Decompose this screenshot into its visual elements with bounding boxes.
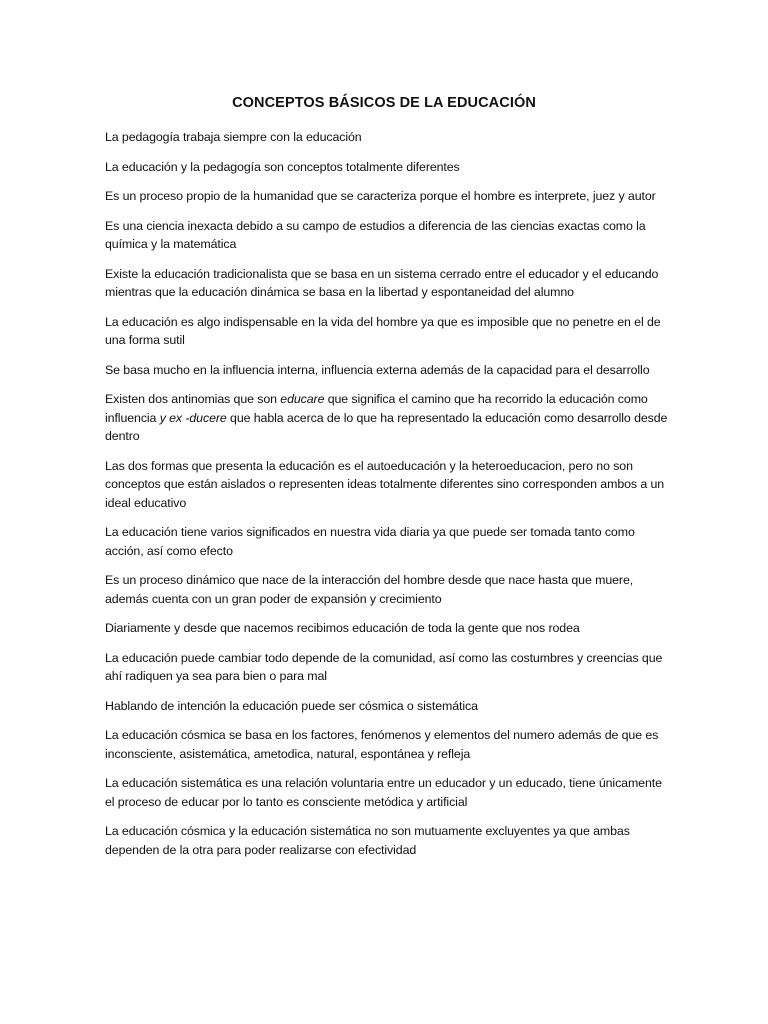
paragraph-text: que habla acerca de lo que ha representado la educación como desarrollo desde dentro [105,410,668,443]
paragraph: La educación cósmica se basa en los factores, fenómenos y elementos del numero además de que es inconsciente, asistemática, ametodica, natural, espontánea y refleja [105,728,659,761]
paragraph-antinomias [105,390,670,446]
paragraph: Es un proceso propio de la humanidad que se caracteriza porque el hombre es interprete, juez y autor [105,189,656,203]
paragraph: Es un proceso dinámico que nace de la interacción del hombre desde que nace hasta que muere, además cuenta con un gran poder de expansión y crecimiento [105,573,634,606]
paragraph: La educación es algo indispensable en la vida del hombre ya que es imposible que no penetre en el de una forma sutil [105,314,661,347]
paragraph: La educación y la pedagogía son conceptos totalmente diferentes [105,159,460,174]
document-title: CONCEPTOS BÁSICOS DE LA EDUCACIÓN [232,95,536,111]
paragraph: Es una ciencia inexacta debido a su campo de estudios a diferencia de las ciencias exactas como la química y la matemática [105,218,646,251]
paragraph: Diariamente y desde que nacemos recibimos educación de toda la gente que nos rodea [105,621,580,635]
paragraph: Se basa mucho en la influencia interna, influencia externa además de la capacidad para el desarrollo [105,362,650,377]
document-body [105,128,670,870]
paragraph: Las dos formas que presenta la educación es el autoeducación y la heteroeducacion, pero no son conceptos que están aislados o representen ideas totalmente diferentes sino corresponden ambos a un ideal educativo [105,458,665,510]
paragraph: Hablando de intención la educación puede ser cósmica o sistemática [105,698,478,713]
paragraph-text: Existen dos antinomias que son [105,392,281,406]
paragraph: La educación cósmica y la educación sistemática no son mutuamente excluyentes ya que ambas dependen de la otra para poder realizarse con efectividad [105,824,630,857]
italic-term-ex-ducere: y ex -ducere [159,410,227,425]
paragraph: La educación puede cambiar todo depende de la comunidad, así como las costumbres y creencias que ahí radiquen ya sea para bien o para mal [105,650,663,683]
paragraph: La pedagogía trabaja siempre con la educación [105,130,362,144]
paragraph: Existe la educación tradicionalista que se basa en un sistema cerrado entre el educador y el educando mientras que la educación dinámica se basa en la libertad y espontaneidad del alumno [105,266,659,299]
italic-term-educare: educare [280,392,325,406]
paragraph-text: que significa el camino que ha recorrido la educación como influencia [105,392,648,425]
paragraph: La educación tiene varios significados en nuestra vida diaria ya que puede ser tomada tanto como acción, así como efecto [105,525,635,558]
paragraph: La educación sistemática es una relación voluntaria entre un educador y un educado, tiene únicamente el proceso de educar por lo tanto es consciente metódica y artificial [105,776,662,809]
